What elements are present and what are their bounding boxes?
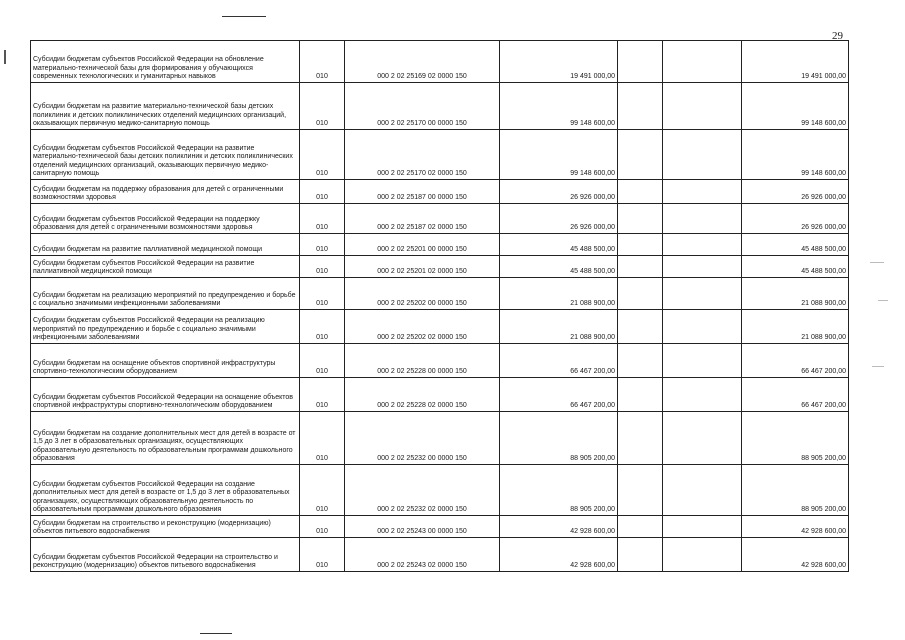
row-empty-cell (618, 41, 663, 83)
row-line-code: 010 (300, 130, 345, 180)
row-description: Субсидии бюджетам на поддержку образования для детей с ограниченными возможностями здоровья (31, 180, 300, 204)
row-empty-cell (618, 83, 663, 130)
row-approved-amount: 66 467 200,00 (500, 378, 618, 412)
table-row (31, 412, 849, 465)
row-line-code: 010 (300, 412, 345, 465)
row-executed-amount: 88 905 200,00 (742, 412, 849, 465)
table-row (31, 378, 849, 412)
row-empty-cell (618, 538, 663, 572)
row-approved-amount: 42 928 600,00 (500, 538, 618, 572)
table-row (31, 204, 849, 234)
row-executed-amount: 19 491 000,00 (742, 41, 849, 83)
table-row (31, 538, 849, 572)
row-line-code: 010 (300, 180, 345, 204)
row-empty-cell (663, 465, 742, 516)
table-row (31, 256, 849, 278)
row-budget-code: 000 2 02 25187 00 0000 150 (345, 180, 500, 204)
row-empty-cell (618, 180, 663, 204)
row-budget-code: 000 2 02 25232 00 0000 150 (345, 412, 500, 465)
row-empty-cell (663, 310, 742, 344)
row-budget-code: 000 2 02 25243 02 0000 150 (345, 538, 500, 572)
row-line-code: 010 (300, 41, 345, 83)
row-executed-amount: 88 905 200,00 (742, 465, 849, 516)
row-description: Субсидии бюджетам субъектов Российской Федерации на строительство и реконструкцию (модернизацию) объектов питьевого водоснабжения (31, 538, 300, 572)
row-approved-amount: 99 148 600,00 (500, 83, 618, 130)
scan-speck (870, 262, 884, 263)
row-empty-cell (663, 516, 742, 538)
row-budget-code: 000 2 02 25228 00 0000 150 (345, 344, 500, 378)
row-description: Субсидии бюджетам субъектов Российской Федерации на обновление материально-технической базы для формирования у обучающихся современных технологических и гуманитарных навыков (31, 41, 300, 83)
row-budget-code: 000 2 02 25232 02 0000 150 (345, 465, 500, 516)
row-empty-cell (618, 310, 663, 344)
row-empty-cell (618, 130, 663, 180)
row-approved-amount: 88 905 200,00 (500, 412, 618, 465)
row-budget-code: 000 2 02 25201 00 0000 150 (345, 234, 500, 256)
row-executed-amount: 26 926 000,00 (742, 204, 849, 234)
row-empty-cell (663, 130, 742, 180)
row-line-code: 010 (300, 378, 345, 412)
table-row (31, 41, 849, 83)
row-empty-cell (618, 465, 663, 516)
table-row (31, 278, 849, 310)
row-line-code: 010 (300, 465, 345, 516)
row-executed-amount: 45 488 500,00 (742, 234, 849, 256)
row-line-code: 010 (300, 204, 345, 234)
row-budget-code: 000 2 02 25187 02 0000 150 (345, 204, 500, 234)
row-empty-cell (663, 234, 742, 256)
row-budget-code: 000 2 02 25243 00 0000 150 (345, 516, 500, 538)
row-empty-cell (663, 278, 742, 310)
row-empty-cell (663, 378, 742, 412)
row-approved-amount: 19 491 000,00 (500, 41, 618, 83)
row-line-code: 010 (300, 310, 345, 344)
row-executed-amount: 21 088 900,00 (742, 310, 849, 344)
row-executed-amount: 21 088 900,00 (742, 278, 849, 310)
row-approved-amount: 66 467 200,00 (500, 344, 618, 378)
table-row (31, 310, 849, 344)
row-executed-amount: 99 148 600,00 (742, 130, 849, 180)
row-executed-amount: 42 928 600,00 (742, 516, 849, 538)
page-number: 29 (832, 30, 843, 42)
row-empty-cell (663, 256, 742, 278)
row-approved-amount: 26 926 000,00 (500, 204, 618, 234)
row-empty-cell (663, 538, 742, 572)
row-approved-amount: 45 488 500,00 (500, 256, 618, 278)
row-empty-cell (618, 234, 663, 256)
row-description: Субсидии бюджетам на развитие материально-технической базы детских поликлиник и детских поликлинических отделений медицинских организаций, оказывающих первичную медико-санитарную помощь (31, 83, 300, 130)
table-row (31, 234, 849, 256)
row-empty-cell (663, 204, 742, 234)
row-description: Субсидии бюджетам на создание дополнительных мест для детей в возрасте от 1,5 до 3 лет в образовательных организациях, осуществляющих образовательную деятельность по образовательным программам дошкольного образования (31, 412, 300, 465)
budget-table (30, 40, 849, 572)
row-line-code: 010 (300, 278, 345, 310)
row-empty-cell (618, 278, 663, 310)
row-approved-amount: 21 088 900,00 (500, 310, 618, 344)
row-line-code: 010 (300, 234, 345, 256)
row-executed-amount: 45 488 500,00 (742, 256, 849, 278)
margin-mark (4, 50, 6, 64)
row-empty-cell (618, 516, 663, 538)
row-budget-code: 000 2 02 25170 02 0000 150 (345, 130, 500, 180)
row-description: Субсидии бюджетам субъектов Российской Федерации на поддержку образования для детей с ограниченными возможностями здоровья (31, 204, 300, 234)
table-row (31, 516, 849, 538)
row-description: Субсидии бюджетам на строительство и реконструкцию (модернизацию) объектов питьевого водоснабжения (31, 516, 300, 538)
row-executed-amount: 66 467 200,00 (742, 344, 849, 378)
row-line-code: 010 (300, 83, 345, 130)
row-budget-code: 000 2 02 25202 02 0000 150 (345, 310, 500, 344)
row-empty-cell (663, 344, 742, 378)
row-line-code: 010 (300, 256, 345, 278)
row-empty-cell (663, 83, 742, 130)
row-executed-amount: 66 467 200,00 (742, 378, 849, 412)
row-approved-amount: 42 928 600,00 (500, 516, 618, 538)
row-description: Субсидии бюджетам на развитие паллиативной медицинской помощи (31, 234, 300, 256)
scan-speck (878, 300, 888, 301)
row-empty-cell (663, 41, 742, 83)
row-approved-amount: 45 488 500,00 (500, 234, 618, 256)
table-row (31, 83, 849, 130)
row-approved-amount: 99 148 600,00 (500, 130, 618, 180)
row-description: Субсидии бюджетам субъектов Российской Федерации на развитие материально-технической базы детских поликлиник и детских поликлинических отделений медицинских организаций, оказывающих первичную медико-санитарную помощь (31, 130, 300, 180)
row-description: Субсидии бюджетам субъектов Российской Федерации на оснащение объектов спортивной инфраструктуры спортивно-технологическим оборудованием (31, 378, 300, 412)
row-description: Субсидии бюджетам на реализацию мероприятий по предупреждению и борьбе с социально значимыми инфекционными заболеваниями (31, 278, 300, 310)
row-empty-cell (618, 256, 663, 278)
row-line-code: 010 (300, 538, 345, 572)
scan-speck (872, 366, 884, 367)
row-executed-amount: 26 926 000,00 (742, 180, 849, 204)
row-approved-amount: 88 905 200,00 (500, 465, 618, 516)
table-row (31, 465, 849, 516)
row-budget-code: 000 2 02 25169 02 0000 150 (345, 41, 500, 83)
row-empty-cell (618, 378, 663, 412)
row-empty-cell (663, 412, 742, 465)
row-budget-code: 000 2 02 25202 00 0000 150 (345, 278, 500, 310)
row-line-code: 010 (300, 516, 345, 538)
table-row (31, 344, 849, 378)
row-empty-cell (663, 180, 742, 204)
row-budget-code: 000 2 02 25170 00 0000 150 (345, 83, 500, 130)
row-approved-amount: 26 926 000,00 (500, 180, 618, 204)
top-rule (222, 16, 266, 17)
row-approved-amount: 21 088 900,00 (500, 278, 618, 310)
bottom-rule (200, 633, 232, 634)
row-empty-cell (618, 412, 663, 465)
row-empty-cell (618, 204, 663, 234)
row-description: Субсидии бюджетам субъектов Российской Федерации на создание дополнительных мест для детей в возрасте от 1,5 до 3 лет в образовательных организациях, осуществляющих образовательную деятельность по образовательным программам дошкольного образования (31, 465, 300, 516)
row-line-code: 010 (300, 344, 345, 378)
row-description: Субсидии бюджетам на оснащение объектов спортивной инфраструктуры спортивно-технологическим оборудованием (31, 344, 300, 378)
row-empty-cell (618, 344, 663, 378)
row-description: Субсидии бюджетам субъектов Российской Федерации на развитие паллиативной медицинской помощи (31, 256, 300, 278)
table-row (31, 180, 849, 204)
row-budget-code: 000 2 02 25228 02 0000 150 (345, 378, 500, 412)
table-row (31, 130, 849, 180)
row-description: Субсидии бюджетам субъектов Российской Федерации на реализацию мероприятий по предупреждению и борьбе с социально значимыми инфекционными заболеваниями (31, 310, 300, 344)
row-executed-amount: 42 928 600,00 (742, 538, 849, 572)
row-budget-code: 000 2 02 25201 02 0000 150 (345, 256, 500, 278)
row-executed-amount: 99 148 600,00 (742, 83, 849, 130)
